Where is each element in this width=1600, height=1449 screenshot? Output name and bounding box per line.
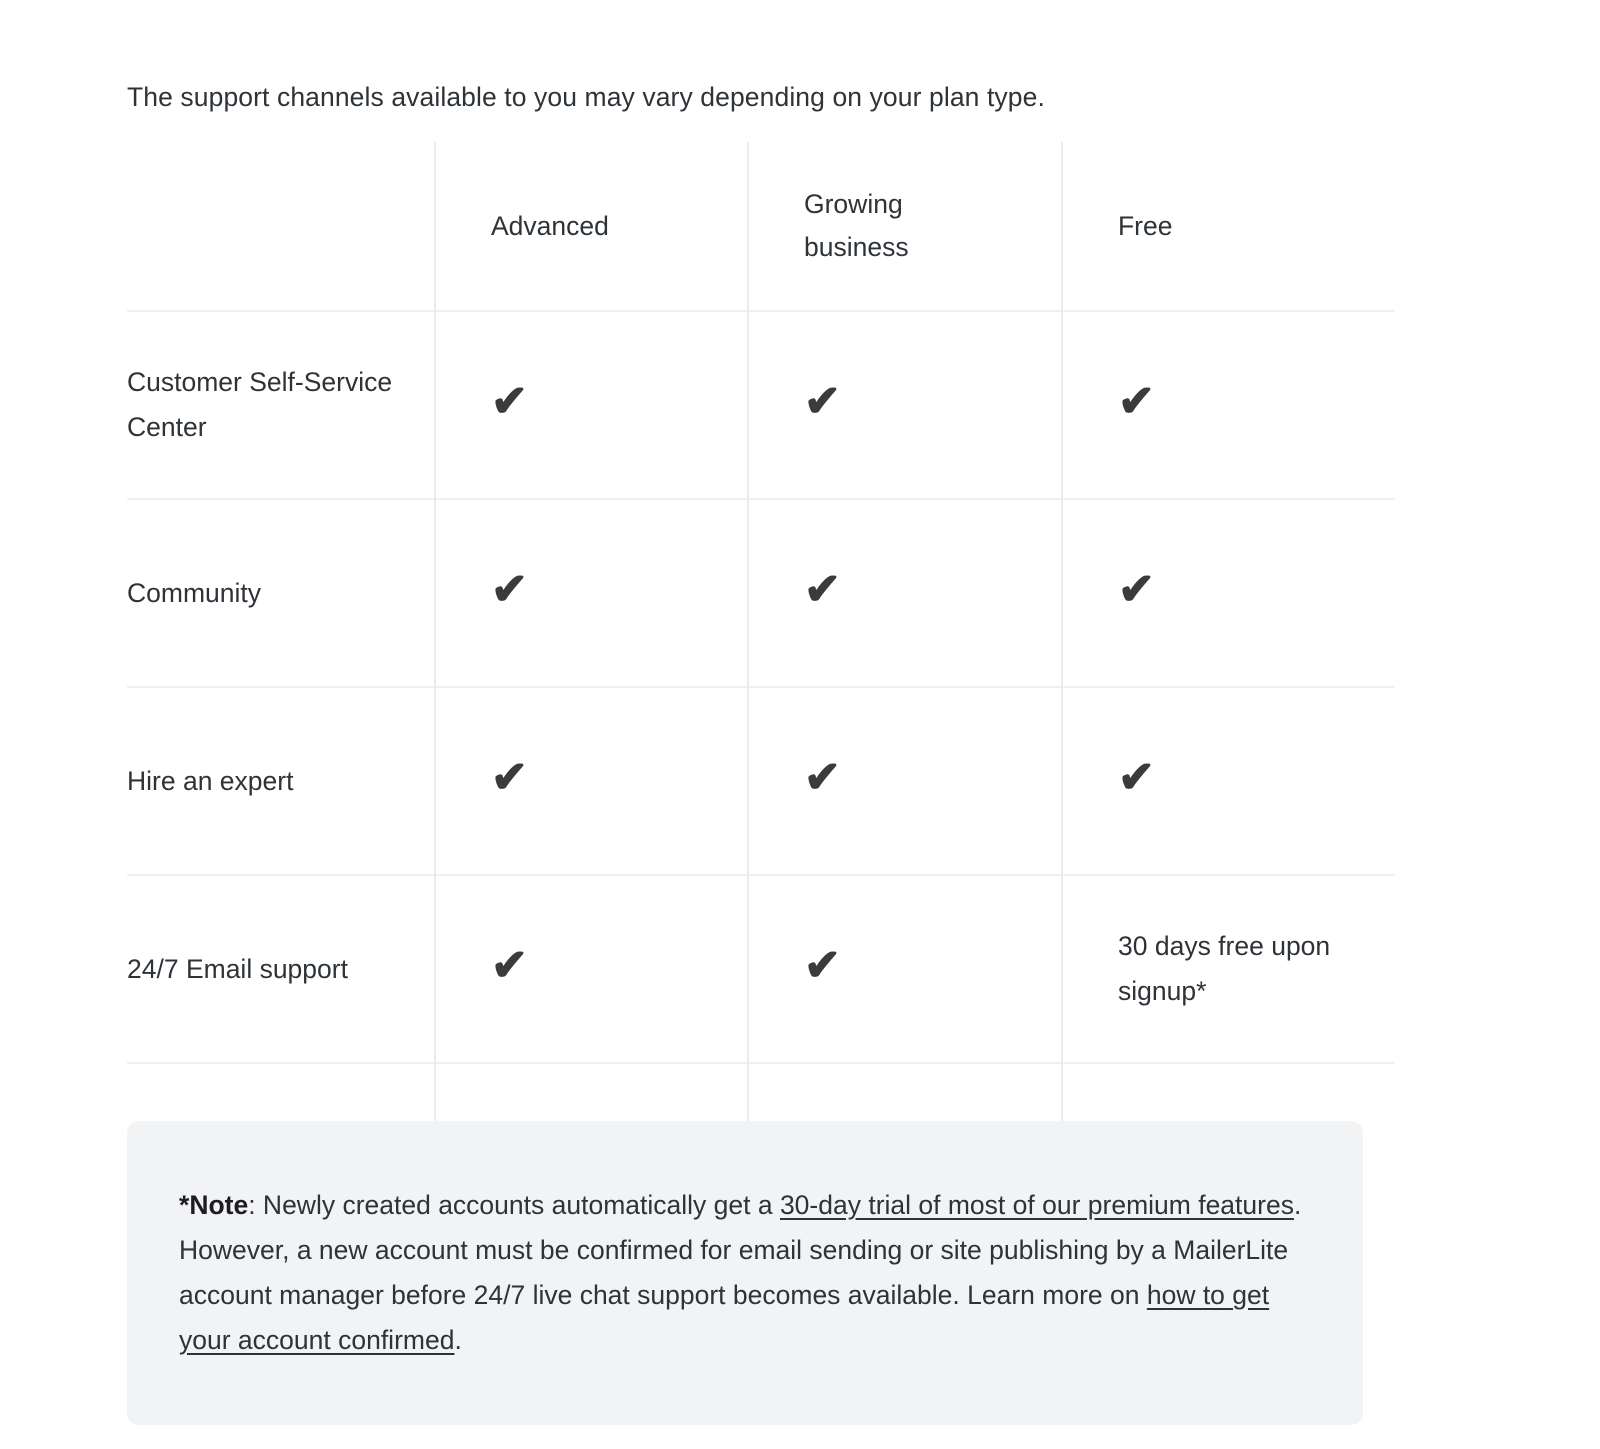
- table-header: [127, 142, 1395, 311]
- header-label-growing-business: [749, 183, 1061, 269]
- note-link-trial[interactable]: 30-day trial of most of our premium features: [779, 1190, 1294, 1220]
- plan-comparison-table-wrapper: [127, 142, 1395, 1250]
- table-row: [127, 687, 1395, 875]
- row-label-customer-self-service-center: Customer Self-Service Center: [127, 367, 393, 442]
- header-label-free: Free: [1118, 210, 1173, 241]
- cell-text-value: 30 days free upon signup*: [1118, 931, 1331, 1006]
- cell-content: [749, 565, 1061, 618]
- header-cell-advanced: [435, 142, 748, 311]
- cell-customer-self-service-center-free: [1062, 311, 1395, 499]
- cell-content: [1063, 753, 1395, 806]
- table-header-row: [127, 142, 1395, 311]
- cell-24-7-email-support-advanced: [435, 875, 748, 1063]
- table-row: [127, 875, 1395, 1063]
- header-cell-growing-business: [748, 142, 1062, 311]
- check-icon: ✔: [1118, 753, 1155, 802]
- check-icon: ✔: [1118, 377, 1155, 426]
- check-icon: ✔: [804, 753, 841, 802]
- header-cell-feature: [127, 142, 435, 311]
- intro-paragraph: The support channels available to you may vary depending on your plan type.: [127, 81, 1045, 112]
- cell-community-growing: [748, 499, 1062, 687]
- cell-community-advanced: [435, 499, 748, 687]
- cell-content: [749, 753, 1061, 806]
- check-icon: ✔: [491, 377, 528, 426]
- cell-hire-an-expert-free: [1062, 687, 1395, 875]
- table-row: [127, 499, 1395, 687]
- cell-content: [436, 753, 747, 806]
- check-icon: ✔: [804, 565, 841, 614]
- row-label-24-7-email-support: 24/7 Email support: [127, 953, 348, 984]
- note-label: *Note: [179, 1190, 249, 1220]
- row-label-community: Community: [127, 577, 262, 608]
- header-label-advanced: Advanced: [491, 210, 609, 241]
- header-label-growing-line1: Growing: [804, 189, 903, 219]
- cell-content: [436, 941, 747, 994]
- row-label-hire-an-expert: Hire an expert: [127, 765, 294, 796]
- check-icon: ✔: [804, 941, 841, 990]
- check-icon: ✔: [1118, 565, 1155, 614]
- cell-customer-self-service-center-advanced: [435, 311, 748, 499]
- table-row: [127, 311, 1395, 499]
- cell-content: [749, 377, 1061, 430]
- cell-24-7-email-support-growing: [748, 875, 1062, 1063]
- cell-content: [1063, 565, 1395, 618]
- table-body: [127, 311, 1395, 1250]
- cell-content: [749, 941, 1061, 994]
- cell-community-free: [1062, 499, 1395, 687]
- cell-customer-self-service-center-growing: [748, 311, 1062, 499]
- note-end-text: .: [454, 1325, 462, 1355]
- check-icon: ✔: [491, 565, 528, 614]
- check-icon: ✔: [491, 753, 528, 802]
- cell-hire-an-expert-growing: [748, 687, 1062, 875]
- cell-hire-an-expert-advanced: [435, 687, 748, 875]
- plan-comparison-table: [127, 142, 1395, 1250]
- header-cell-free: [1062, 142, 1395, 311]
- check-icon: ✔: [804, 377, 841, 426]
- cell-content: [436, 377, 747, 430]
- cell-24-7-email-support-free: [1062, 875, 1395, 1063]
- check-icon: ✔: [491, 941, 528, 990]
- note-callout: [127, 1121, 1363, 1425]
- cell-content: [436, 565, 747, 618]
- note-middle-text: . However, a new account must be confirmed for email sending or site publishing by a MailerLite account manager before 24/7 live chat support becomes available. Learn more on: [179, 1190, 1302, 1310]
- note-after-label: : Newly created accounts automatically get a: [248, 1190, 780, 1220]
- header-label-growing-line2: business: [804, 232, 909, 262]
- cell-content: [1063, 377, 1395, 430]
- note-link-account-confirmation[interactable]: how to get your account confirmed: [179, 1280, 1270, 1355]
